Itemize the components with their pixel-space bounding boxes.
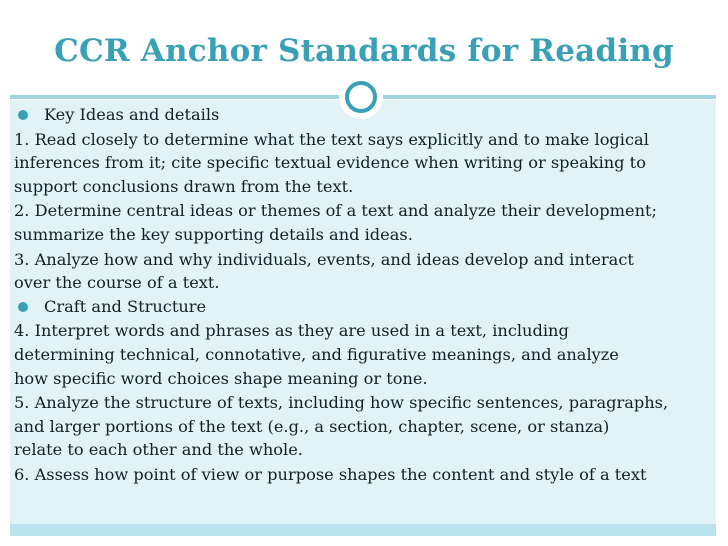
bullet-dot-icon — [18, 302, 28, 312]
standard-line: 6. Assess how point of view or purpose shapes the content and style of a text — [14, 464, 647, 484]
standard-line: summarize the key supporting details and ideas. — [14, 224, 413, 244]
standard-line: and larger portions of the text (e.g., a section, chapter, scene, or stanza) — [14, 416, 610, 436]
standard-item-4 — [14, 319, 710, 390]
bullet-dot-icon — [18, 110, 28, 120]
standard-item-5 — [14, 391, 710, 462]
standard-line: relate to each other and the whole. — [14, 440, 303, 460]
standard-item-1 — [14, 128, 710, 199]
standard-line: 3. Analyze how and why individuals, events, and ideas develop and interact — [14, 249, 634, 269]
standard-line: how specific word choices shape meaning or tone. — [14, 368, 428, 388]
section-heading-text: Craft and Structure — [44, 296, 207, 316]
standard-line: 4. Interpret words and phrases as they are used in a text, including — [14, 321, 569, 341]
standard-line: 2. Determine central ideas or themes of a text and analyze their development; — [14, 201, 657, 221]
section-heading-text: Key Ideas and details — [44, 105, 220, 124]
standard-line: 1. Read closely to determine what the text says explicitly and to make logical — [14, 129, 649, 149]
content-body — [14, 103, 710, 487]
standard-line: support conclusions drawn from the text. — [14, 176, 354, 196]
slide-title: CCR Anchor Standards for Reading — [54, 33, 674, 69]
section-heading-key-ideas — [14, 103, 710, 127]
standard-item-2 — [14, 199, 710, 246]
standard-line: 5. Analyze the structure of texts, including how specific sentences, paragraphs, — [14, 393, 669, 413]
standard-line: over the course of a text. — [14, 273, 220, 293]
standard-line: inferences from it; cite specific textual evidence when writing or speaking to — [14, 153, 646, 173]
section-heading-craft-structure — [14, 295, 710, 319]
standard-line: determining technical, connotative, and figurative meanings, and analyze — [14, 344, 619, 364]
standard-item-3 — [14, 248, 710, 295]
standard-item-6 — [14, 463, 710, 487]
bottom-divider — [10, 524, 716, 536]
